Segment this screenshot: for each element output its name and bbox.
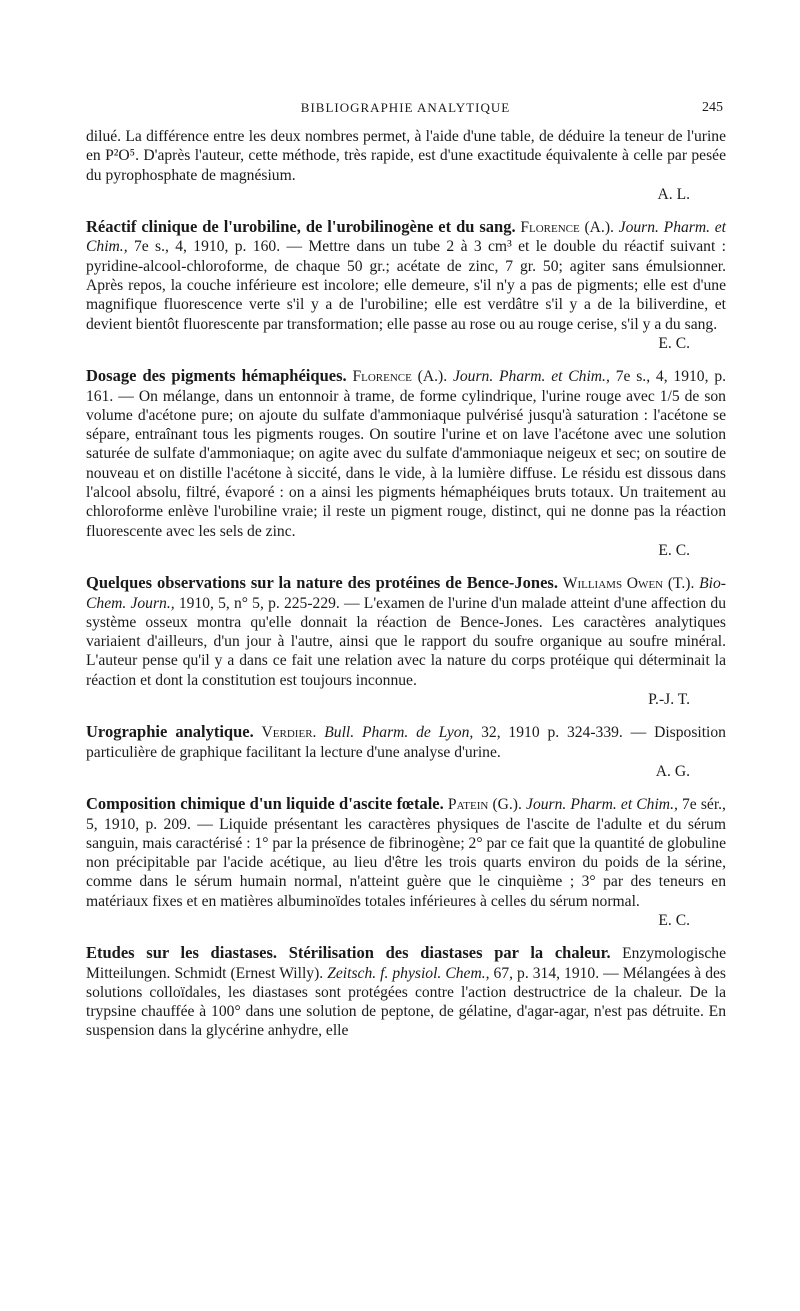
entry-reference: 7e s., 4, 1910, p. 161.: [86, 368, 727, 405]
entry-author: Williams Owen (T.).: [562, 575, 695, 593]
entry-text: — Disposition particulière de graphique facilitant la lecture d'une analyse d'urine.: [86, 724, 726, 761]
bibliography-entry: [86, 943, 726, 1040]
entry-source: Bio-Chem. Journ.,: [86, 575, 727, 612]
continuation-text: dilué. La différence entre les deux nombres permet, à l'aide d'une table, de déduire la teneur de l'urine en P²O⁵. D'après l'auteur, cette méthode, très rapide, est d'une exactitude équivalente à celle par pesée du pyrophosphate de magnésium.: [86, 128, 726, 184]
entry-title: Composition chimique d'un liquide d'ascite fœtale.: [86, 794, 444, 814]
bibliography-entry: [86, 217, 726, 353]
entry-reference: 67, p. 314, 1910.: [493, 964, 600, 982]
entry-text: — On mélange, dans un entonnoir à trame, de forme cylindrique, l'urine rouge avec 1/5 de son volume d'acétone pure; on ajoute du sulfate d'ammoniaque pulvérisé jusqu'à saturation : l'acétone se sépare, entraînant tous les pigments rouges. On soutire l'urine et on lave l'acétone avec une solution saturée de sulfate d'ammoniaque; on agite avec du sulfate d'ammoniaque neigeux et sec; on soutire de nouveau et on distille l'acétone à siccité, dans le vide, à la lumière diffuse. Le résidu est dissous dans l'alcool absolu, filtré, évaporé : on a ainsi les pigments hémaphéiques bruts totaux. Un traitement au chloroforme enlève l'urobiline vraie; il reste un pigment rouge, distinct, qui ne donne pas la réaction fluorescente avec les sels de zinc.: [86, 387, 726, 540]
entry-source: Journ. Pharm. et Chim.,: [452, 368, 610, 386]
entry-reference: 1910, 5, n° 5, p. 225-229.: [178, 594, 340, 612]
entry-signature: P.-J. T.: [648, 691, 690, 709]
running-title: BIBLIOGRAPHIE ANALYTIQUE: [300, 100, 511, 115]
bibliography-entry: [86, 794, 726, 930]
entry-reference: 7e sér., 5, 1910, p. 209.: [86, 796, 726, 833]
entry-reference: 7e s., 4, 1910, p. 160.: [133, 238, 281, 256]
entry-title: Dosage des pigments hémaphéiques.: [86, 366, 347, 386]
entry-title: Quelques observations sur la nature des protéines de Bence-Jones.: [86, 573, 558, 593]
entry-signature-line: [86, 911, 726, 930]
entry-author: Enzymologische Mitteilungen. Schmidt (Ernest Willy).: [86, 945, 726, 982]
entry-text: — Liquide présentant les caractères physiques de l'ascite de l'adulte et du sérum sanguin, mais caractérisé : 1° par la présence de fibrinogène; 2° par ce fait que la quantité de globuline non précipitable par l'acide acétique, au lieu d'être les trois quarts environ du poids de la sérine, comme dans le sérum humain normal, n'atteint guère que le cinquième ; 3° par des teneurs en matériaux fixes et en matières albuminoïdes totales inférieures à celles du sérum normal.: [86, 815, 726, 910]
entry-signature: E. C.: [658, 911, 690, 929]
entry-signature-line: [86, 762, 726, 781]
continuation-signature-line: [86, 185, 726, 204]
entry-signature-line: [86, 334, 726, 353]
running-header: [88, 100, 723, 122]
entry-signature-line: [86, 690, 726, 709]
entry-source: Journ. Pharm. et Chim.,: [86, 219, 726, 256]
entry-title: Urographie analytique.: [86, 722, 254, 742]
continuation-signature: A. L.: [657, 185, 690, 203]
entry-text: — Mélangées à des solutions colloïdales, les diastases sont protégées contre l'action destructrice de la chaleur. De la trypsine chauffée à 100° dans une solution de peptone, de gélatine, d'agar-agar, n'est pas détruite. En suspension dans la glycérine anhydre, elle: [86, 964, 726, 1040]
page-number: 245: [702, 100, 723, 115]
entry-author: Florence (A.).: [520, 219, 614, 237]
bibliography-entry: [86, 366, 726, 560]
entry-signature-line: [86, 541, 726, 560]
entry-author: Verdier.: [261, 724, 317, 742]
entry-title: Etudes sur les diastases. Stérilisation des diastases par la chaleur.: [86, 943, 611, 963]
bibliography-entry: [86, 573, 726, 709]
continuation-paragraph: [86, 127, 726, 185]
entry-signature: E. C.: [658, 334, 690, 352]
entry-author: Patein (G.).: [447, 796, 522, 814]
entry-reference: 32, 1910 p. 324-339.: [481, 724, 623, 742]
entry-source: Bull. Pharm. de Lyon,: [324, 724, 474, 742]
entry-text: — L'examen de l'urine d'un malade atteint d'une affection du système osseux montra qu'elle donnait la réaction de Bence-Jones. Les caractères analytiques variaient d'ailleurs, d'un jour à l'autre, ainsi que le rapport du soufre organique au soufre minéral. L'auteur pense qu'il y a dans ce fait une relation avec la nature du corps protéique qui déterminait la réaction et dont la constitution est toujours inconnue.: [86, 594, 726, 689]
entry-source: Journ. Pharm. et Chim.,: [526, 796, 678, 814]
entry-title: Réactif clinique de l'urobiline, de l'urobilinogène et du sang.: [86, 217, 516, 237]
page-body: [86, 127, 726, 1041]
entry-source: Zeitsch. f. physiol. Chem.,: [327, 964, 490, 982]
entry-signature: A. G.: [655, 762, 690, 780]
bibliography-entry: [86, 722, 726, 781]
entry-author: Florence (A.).: [352, 368, 448, 386]
entry-signature: E. C.: [658, 541, 690, 559]
entry-text: — Mettre dans un tube 2 à 3 cm³ et le double du réactif suivant : pyridine-alcool-chloroforme, de chaque 50 gr.; acétate de zinc, 7 gr. 50; agiter sans émulsionner. Après repos, la couche inférieure est incolore; elle demeure, s'il n'y a pas de pigments; elle est d'une magnifique fluorescence verte s'il y a de l'urobiline; elle est verdâtre s'il y a de la biliverdine, et devient bientôt fluorescente par transformation; elle passe au rose ou au rouge cerise, s'il y a du sang.: [86, 238, 726, 333]
